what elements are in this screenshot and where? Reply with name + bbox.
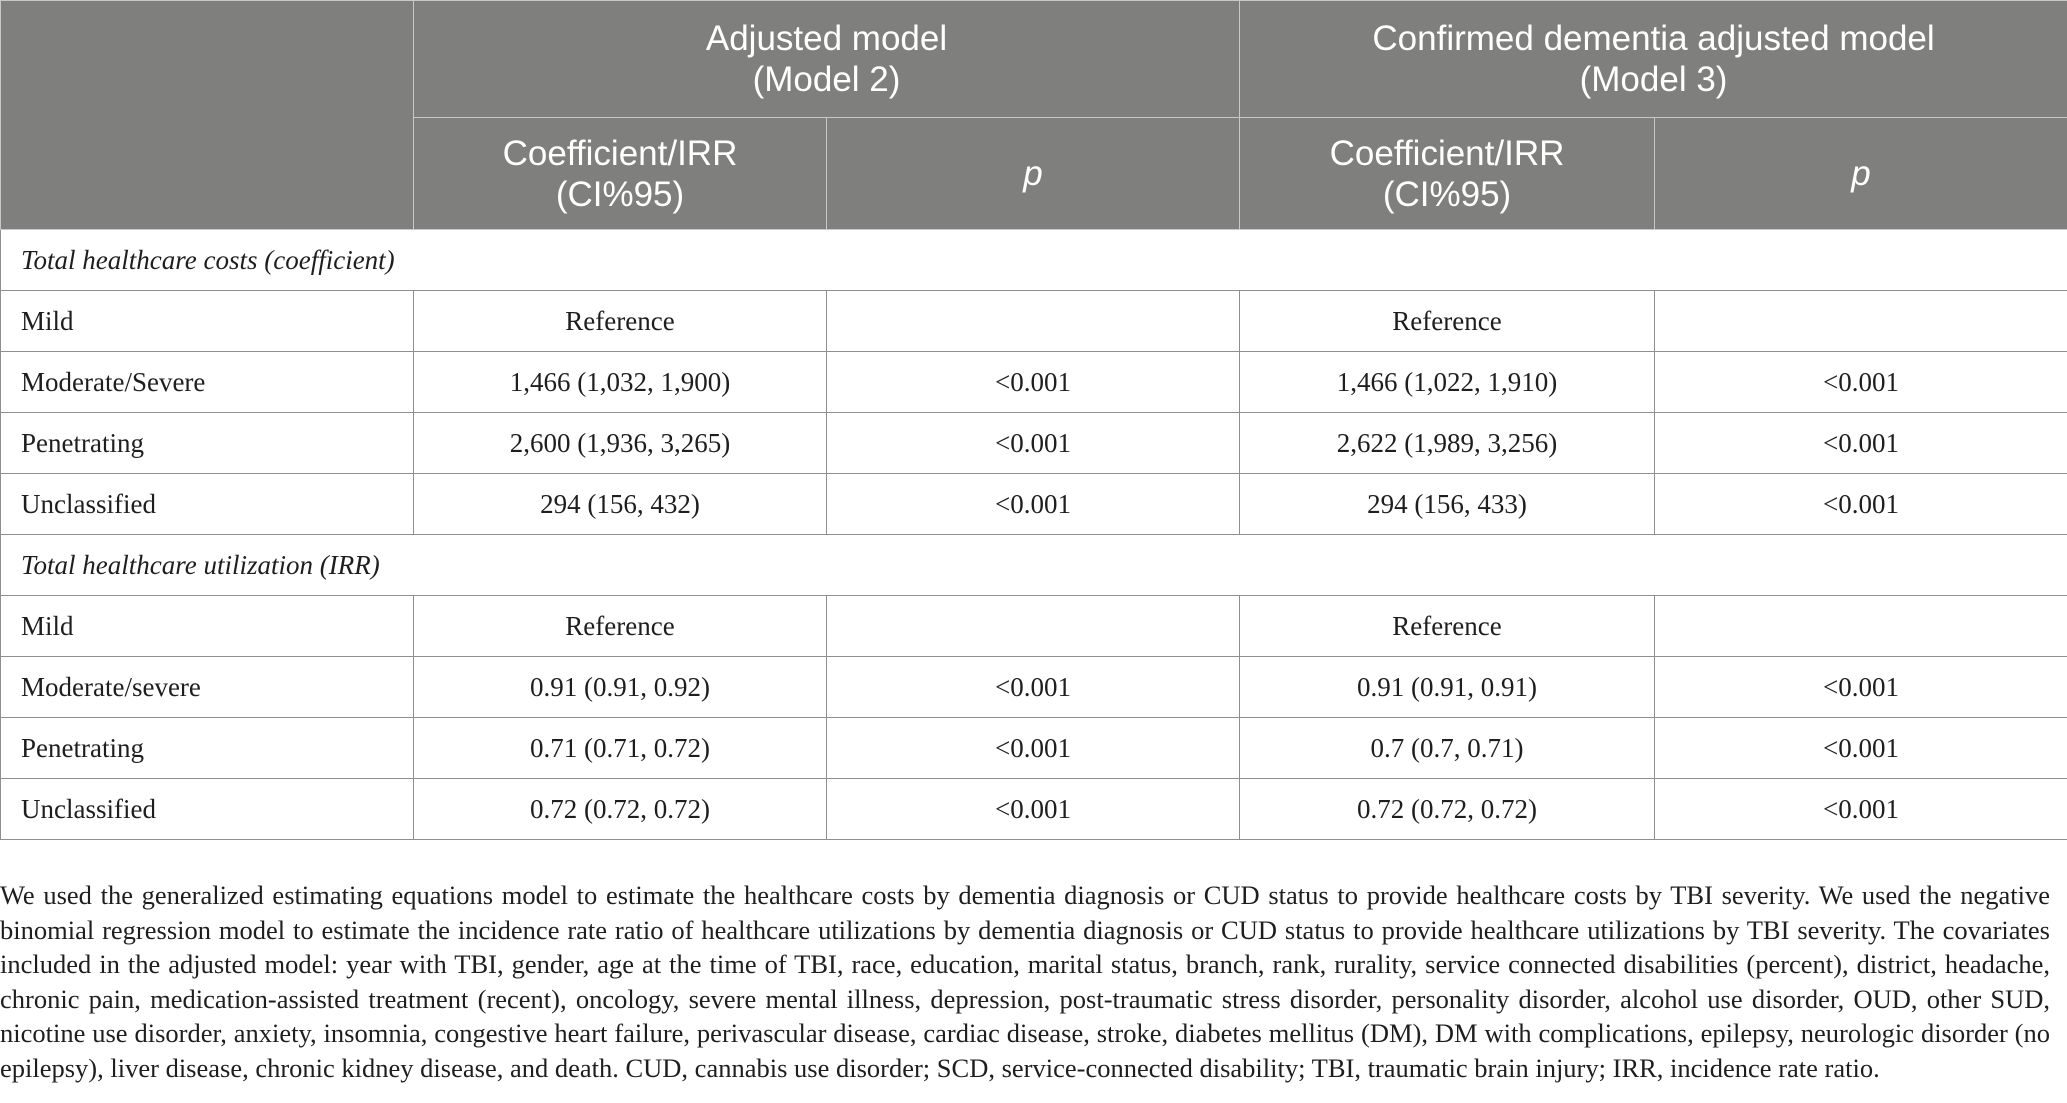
model3-coef-cell: 0.7 (0.7, 0.71) [1240, 718, 1655, 779]
model3-p-cell: <0.001 [1655, 718, 2067, 779]
table-row [1, 352, 2067, 413]
row-label: Mild [1, 291, 414, 352]
model3-coef-cell: Reference [1240, 291, 1655, 352]
section-row [1, 230, 2067, 291]
model2-coef-cell: 0.71 (0.71, 0.72) [414, 718, 827, 779]
model3-p-cell: <0.001 [1655, 657, 2067, 718]
table-footnote: We used the generalized estimating equations model to estimate the healthcare costs by dementia diagnosis or CUD status to provide healthcare costs by TBI severity. We used the negative binomial regression model to estimate the incidence rate ratio of healthcare utilizations by dementia diagnosis or CUD status to provide healthcare utilizations by TBI severity. The covariates included in the adjusted model: year with TBI, gender, age at the time of TBI, race, education, marital status, branch, rank, rurality, service connected disabilities (percent), district, headache, chronic pain, medication-assisted treatment (recent), oncology, severe mental illness, depression, post-traumatic stress disorder, personality disorder, alcohol use disorder, OUD, other SUD, nicotine use disorder, anxiety, insomnia, congestive heart failure, perivascular disease, cardiac disease, stroke, diabetes mellitus (DM), DM with complications, epilepsy, neurologic disorder (no epilepsy), liver disease, chronic kidney disease, and death. CUD, cannabis use disorder; SCD, service-connected disability; TBI, traumatic brain injury; IRR, incidence rate ratio. [0, 880, 2050, 1083]
model3-coef-cell: 294 (156, 433) [1240, 474, 1655, 535]
model3-p-cell [1655, 596, 2067, 657]
section-row [1, 535, 2067, 596]
table-row [1, 291, 2067, 352]
row-label: Moderate/Severe [1, 352, 414, 413]
model3-title: Confirmed dementia adjusted model [1372, 19, 1935, 58]
model2-coef-cell: 1,466 (1,032, 1,900) [414, 352, 827, 413]
model2-title: Adjusted model [705, 19, 948, 58]
model3-p-cell: <0.001 [1655, 474, 2067, 535]
row-label: Unclassified [1, 779, 414, 840]
model3-coef-cell: Reference [1240, 596, 1655, 657]
header-model2-p: p [827, 118, 1240, 230]
table-row [1, 718, 2067, 779]
header-empty-cell [1, 1, 414, 230]
model3-coef-cell: 1,466 (1,022, 1,910) [1240, 352, 1655, 413]
model2-p-cell: <0.001 [827, 413, 1240, 474]
model2-p-cell: <0.001 [827, 657, 1240, 718]
header-model3-p: p [1655, 118, 2067, 230]
model2-coef-cell: 0.91 (0.91, 0.92) [414, 657, 827, 718]
header-model3-coef: Coefficient/IRR (CI%95) [1240, 118, 1655, 230]
model2-coef-cell: 0.72 (0.72, 0.72) [414, 779, 827, 840]
model2-p-cell: <0.001 [827, 474, 1240, 535]
row-label: Penetrating [1, 413, 414, 474]
table-row [1, 596, 2067, 657]
table-body [1, 230, 2067, 840]
model2-p-cell [827, 596, 1240, 657]
table-row [1, 657, 2067, 718]
model3-coef-cell: 2,622 (1,989, 3,256) [1240, 413, 1655, 474]
section-title: Total healthcare costs (coefficient) [1, 230, 2067, 291]
table-header [1, 1, 2067, 230]
table-row [1, 474, 2067, 535]
table-row [1, 779, 2067, 840]
model2-p-cell: <0.001 [827, 352, 1240, 413]
model2-p-cell: <0.001 [827, 718, 1240, 779]
row-label: Moderate/severe [1, 657, 414, 718]
header-model2 [414, 1, 1240, 118]
model2-coef-cell: 294 (156, 432) [414, 474, 827, 535]
row-label: Mild [1, 596, 414, 657]
model3-coef-cell: 0.91 (0.91, 0.91) [1240, 657, 1655, 718]
header-model2-coef: Coefficient/IRR (CI%95) [414, 118, 827, 230]
model3-p-cell: <0.001 [1655, 779, 2067, 840]
section-title: Total healthcare utilization (IRR) [1, 535, 2067, 596]
model3-subtitle: (Model 3) [1579, 60, 1728, 99]
model2-p-cell: <0.001 [827, 779, 1240, 840]
model2-p-cell [827, 291, 1240, 352]
row-label: Penetrating [1, 718, 414, 779]
model2-coef-cell: 2,600 (1,936, 3,265) [414, 413, 827, 474]
model3-p-cell: <0.001 [1655, 352, 2067, 413]
row-label: Unclassified [1, 474, 414, 535]
model2-coef-cell: Reference [414, 596, 827, 657]
model2-subtitle: (Model 2) [752, 60, 901, 99]
table-row [1, 413, 2067, 474]
model2-coef-cell: Reference [414, 291, 827, 352]
model3-p-cell: <0.001 [1655, 413, 2067, 474]
model3-p-cell [1655, 291, 2067, 352]
header-model3 [1240, 1, 2067, 118]
model3-coef-cell: 0.72 (0.72, 0.72) [1240, 779, 1655, 840]
